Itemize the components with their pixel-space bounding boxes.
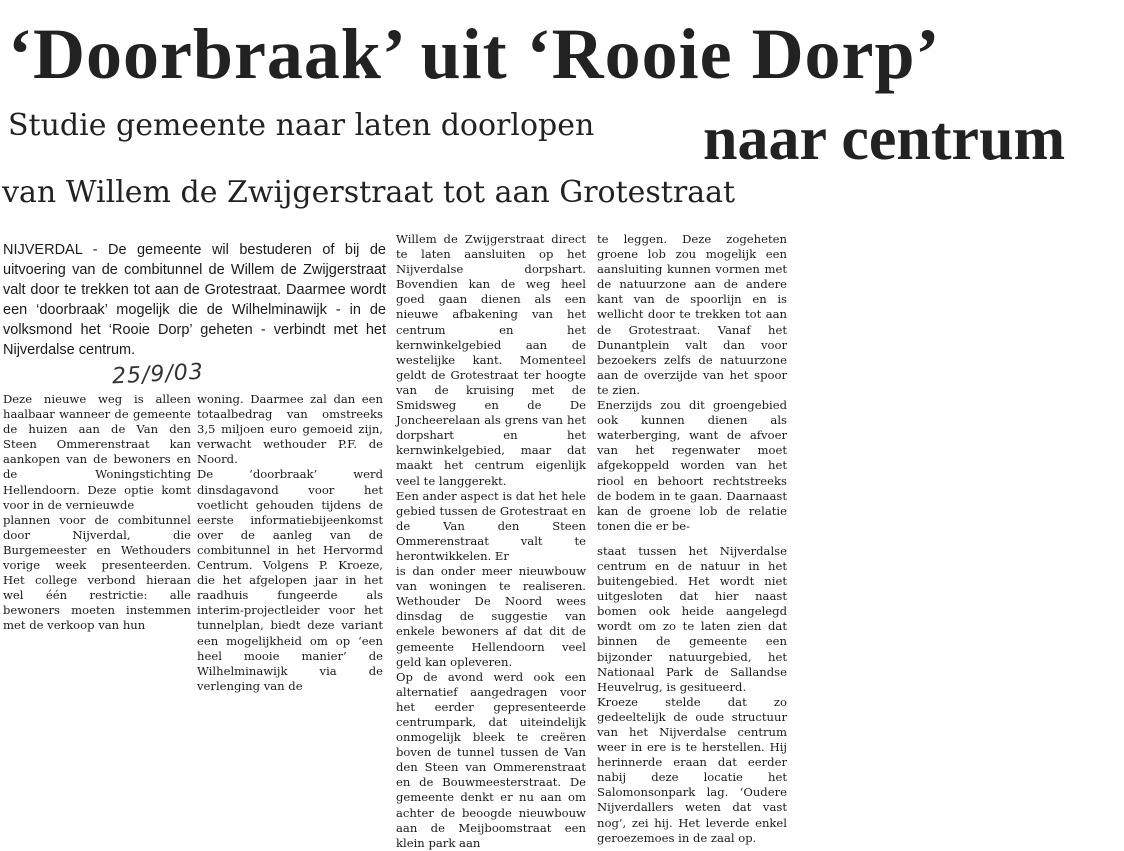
column-2 [197, 392, 383, 694]
column-3-paragraph-1: Willem de Zwijgerstraat direct te laten aansluiten op het Nijverdalse dorpshart. Bovendien kan de weg heel goed gaan dienen als een nieuwe afbakening van het centrum en het kernwinkelgebied aan de westelijke kant. Momenteel geldt de Grotestraat ter hoogte van de kruising met de Smidsweg en de De Joncheerelaan als grens van het dorpshart en het kernwinkelgebied, maar dat maakt het centrum eigenlijk veel te langgerekt. [396, 232, 586, 488]
column-4-paragraph-4: Kroeze stelde dat zo gedeeltelijk de oude structuur van het Nijverdalse centrum weer in ere is te herstellen. Hij herinnerde eraan dat eerder nabij deze locatie het Salomonsonpark lag. ‘Oudere Nijverdallers weten dat vast nog’, zei hij. Het leverde enkel geroezemoes in de zaal op. [597, 694, 787, 845]
column-4-paragraph-3: staat tussen het Nijverdalse centrum en de natuur in het buitengebied. Het wordt niet uitgesloten dat hier naast bomen ook heide aangelegd wordt om zo te laten zien dat binnen de gemeente een bijzonder natuurgebied, het Nationaal Park de Sallandse Heuvelrug, is gesitueerd. [597, 543, 787, 694]
column-3-paragraph-2: Een ander aspect is dat het hele gebied tussen de Grotestraat en de Van den Steen Ommerenstraat valt te herontwikkelen. Er [396, 488, 586, 563]
column-1-paragraph-1: Deze nieuwe weg is alleen haalbaar wanneer de gemeente de huizen aan de Van den Steen Ommerenstraat kan aankopen van de bewoners en de Woningstichting Hellendoorn. Deze optie komt voor in de vernieuwde [3, 392, 191, 512]
column-3 [396, 232, 586, 851]
handwritten-date: 25/9/03 [111, 359, 205, 390]
lead-paragraph [3, 240, 386, 360]
headline: ‘Doorbraak’ uit ‘Rooie Dorp’ [8, 14, 941, 94]
column-1-paragraph-2: plannen voor de combitunnel door Nijverdal, die Burgemeester en Wethouders vorige week presenteerden. Het college verbond hieraan wel één restrictie: alle bewoners moeten instemmen met de verkoop van hun [3, 512, 191, 633]
column-4-paragraph-1: te leggen. Deze zogeheten groene lob zou mogelijk een aansluiting kunnen vormen met de natuurzone aan de andere kant van de spoorlijn en is wellicht door te trekken tot aan de Grotestraat. Vanaf het Dunantplein valt dan voor bezoekers zelfs de natuurzone aan de overzijde van het spoor te zien. [597, 232, 787, 397]
headline-continued: naar centrum [703, 105, 1066, 173]
column-2-paragraph-2: De ‘doorbraak’ werd dinsdagavond voor het voetlicht gehouden tijdens de eerste informatiebijeenkomst over de aanleg van de combitunnel in het Hervormd Centrum. Volgens P. Kroeze, die het afgelopen jaar in het raadhuis fungeerde als interim-projectleider voor het tunnelplan, biedt deze variant een mogelijkheid om op ‘een heel mooie manier’ de Wilhelminawijk via de verlenging van de [197, 467, 383, 693]
column-4 [597, 232, 787, 846]
lead-text: NIJVERDAL - De gemeente wil bestuderen of bij de uitvoering van de combitunnel de Willem de Zwijgerstraat valt door te trekken tot aan de Grotestraat. Daarmee wordt een ‘doorbraak’ mogelijk die de Wilhelminawijk - in de volksmond het ‘Rooie Dorp’ geheten - verbindt met het Nijverdalse centrum. [3, 242, 386, 358]
column-3-paragraph-4: Op de avond werd ook een alternatief aangedragen voor het eerder gepresenteerde centrumpark, dat uiteindelijk onmogelijk bleek te creëren boven de tunnel tussen de Van den Steen van Ommerenstraat en de Bouwmeesterstraat. De gemeente denkt er nu aan om achter de beoogde nieuwbouw aan de Meijboomstraat een klein park aan [396, 669, 586, 850]
column-2-paragraph-1: woning. Daarmee zal dan een totaalbedrag van omstreeks 3,5 miljoen euro gemoeid zijn, verwacht wethouder P.F. de Noord. [197, 392, 383, 467]
subheadline: Studie gemeente naar laten doorlopen [8, 108, 595, 143]
column-3-paragraph-3: is dan onder meer nieuwbouw van woningen te realiseren. Wethouder De Noord wees dinsdag de suggestie van enkele bewoners af dat dit de gemeente Hellendoorn veel geld kan opleveren. [396, 564, 586, 669]
subheadline-continued: van Willem de Zwijgerstraat tot aan Grotestraat [2, 175, 736, 210]
column-1 [3, 392, 191, 634]
column-4-paragraph-2: Enerzijds zou dit groengebied ook kunnen dienen als waterberging, want de afvoer van het regenwater moet afgekoppeld worden van het riool en behoort rechtstreeks de bodem in te gaan. Daarnaast kan de groene lob de relatie tonen die er be- [597, 398, 787, 533]
